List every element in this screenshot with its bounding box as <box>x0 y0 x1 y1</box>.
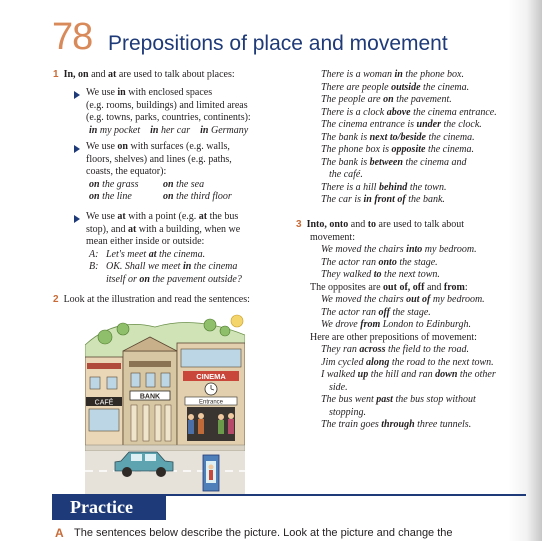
section-2-intro <box>53 294 250 305</box>
text: stopping. <box>329 406 366 418</box>
sentence <box>321 344 469 355</box>
sentence <box>321 419 471 430</box>
text: the cinema. <box>426 131 475 143</box>
bullet-triangle-icon <box>74 215 80 223</box>
sentence-continued <box>329 382 348 393</box>
text: Let's meet <box>106 248 149 260</box>
sentence <box>321 94 452 105</box>
cinema-sign: CINEMA <box>196 372 226 381</box>
text: stop), and <box>86 223 128 235</box>
keyword: in <box>89 124 98 136</box>
text: the clock. <box>441 119 482 130</box>
dialogue-a <box>106 249 205 260</box>
keyword: onto <box>378 256 397 268</box>
text: the town. <box>407 181 447 193</box>
text: three tunnels. <box>414 419 472 430</box>
text: the next town. <box>381 269 440 280</box>
page-edge-shadow <box>508 0 542 541</box>
cafe-sign: CAFÉ <box>94 399 114 407</box>
keyword: off <box>378 306 390 318</box>
bullet-2-line-2: floors, shelves) and lines (e.g. paths, <box>86 153 232 165</box>
sentence <box>321 357 494 368</box>
text: the other <box>457 369 496 380</box>
bullet-2-example-a <box>89 179 138 190</box>
bullet-1-line-1 <box>86 87 212 98</box>
text: We use <box>86 211 118 222</box>
example: the third floor <box>173 191 232 202</box>
keyword: out of <box>406 294 431 305</box>
section-3-intro-continued: movement: <box>310 231 355 243</box>
text: with a building, when we <box>136 223 241 235</box>
sentence <box>321 194 445 205</box>
keyword: on <box>163 178 174 190</box>
keyword: above <box>386 106 411 118</box>
text: The actor ran <box>321 256 379 268</box>
text: the bank. <box>405 194 445 205</box>
text: Jim cycled <box>321 356 366 368</box>
section-1-intro <box>53 69 235 80</box>
text: the cinema <box>191 261 238 272</box>
keyword: next to/beside <box>369 131 426 143</box>
keyword: on <box>383 94 394 105</box>
keyword: under <box>416 119 441 130</box>
text: Look at the illustration and read the sentences: <box>63 294 250 305</box>
text: the pavement outside? <box>149 273 242 285</box>
text: They walked <box>321 269 374 280</box>
sentence <box>321 119 482 130</box>
keyword: up <box>357 369 369 380</box>
keyword: between <box>369 156 403 168</box>
keyword: across <box>359 344 386 355</box>
text: are used to talk about places: <box>116 69 235 80</box>
text: London to Edinburgh. <box>380 319 471 330</box>
text: There is a clock <box>321 106 387 118</box>
dialogue-b-label: B: <box>89 261 99 272</box>
text: There is a hill <box>321 181 379 193</box>
text: the bus stop without <box>392 394 476 405</box>
text: The bank is <box>321 156 370 168</box>
practice-heading: Practice <box>70 497 133 517</box>
bullet-2-example-b <box>163 179 204 190</box>
sentence <box>321 257 438 268</box>
text: We use <box>86 87 118 98</box>
sentence-continued <box>329 169 363 180</box>
section-number: 3 <box>296 219 302 230</box>
keyword: in <box>394 69 403 80</box>
keyword: down <box>435 369 458 380</box>
text: The people are <box>321 94 384 105</box>
opposites-intro <box>310 282 468 293</box>
text: the cinema. <box>420 81 470 93</box>
text: with a point (e.g. <box>125 211 199 222</box>
keyword: to <box>373 269 382 280</box>
keyword: from <box>360 319 381 330</box>
text: The car is <box>321 194 364 205</box>
sentence <box>321 69 464 80</box>
example: her car <box>158 124 191 136</box>
sentence <box>321 307 431 318</box>
entrance-sign: Entrance <box>198 399 224 406</box>
exercise-instructions: The sentences below describe the picture. Look at the picture and change the <box>74 527 453 539</box>
other-prepositions-intro: Here are other prepositions of movement: <box>310 331 477 343</box>
bullet-3-line-2 <box>86 224 240 235</box>
text: the cinema. <box>425 144 475 155</box>
dialogue-b-line-2 <box>106 274 242 285</box>
keyword: opposite <box>391 144 426 155</box>
text: The train goes <box>321 419 382 430</box>
text: side. <box>329 381 348 393</box>
example: my pocket <box>97 124 141 136</box>
sentence <box>321 182 446 193</box>
keyword: behind <box>378 181 408 193</box>
dialogue-a-label: A: <box>89 248 99 260</box>
keyword: past <box>376 394 393 405</box>
sentence <box>321 107 497 118</box>
example: Germany <box>208 124 249 136</box>
text: The bus went <box>321 394 377 405</box>
bullet-2-example-d <box>163 191 232 202</box>
text: with surfaces (e.g. walls, <box>127 141 230 152</box>
keyword: at <box>127 223 137 235</box>
sentence <box>321 394 476 405</box>
sentence <box>321 269 440 280</box>
bullet-3-line-1 <box>86 211 238 222</box>
text: the cinema. <box>156 248 206 260</box>
section-number: 1 <box>53 69 59 80</box>
text: I walked <box>321 369 358 380</box>
text: the cinema entrance. <box>410 106 497 118</box>
sentence <box>321 294 485 305</box>
bullet-1-examples <box>89 125 248 136</box>
bullet-triangle-icon <box>74 91 80 99</box>
exercise-letter: A <box>55 526 64 540</box>
bullet-2-line-3: coasts, the equator): <box>86 166 167 177</box>
text: the cinema and <box>402 156 467 168</box>
bullet-2-line-1 <box>86 141 230 152</box>
keyword: in <box>117 87 126 98</box>
keyword: out of, off <box>383 281 425 293</box>
keyword: in <box>150 124 159 136</box>
text: the stage. <box>396 256 438 268</box>
keyword: In, on <box>63 69 89 80</box>
text: and <box>424 281 444 293</box>
example: the sea <box>173 178 205 190</box>
bullet-1-line-2: (e.g. rooms, buildings) and limited areas <box>86 99 248 111</box>
keyword: in front of <box>363 194 406 205</box>
keyword: at <box>198 211 208 222</box>
keyword: in <box>182 261 192 272</box>
sentence <box>321 132 475 143</box>
text: are used to talk about <box>376 219 465 230</box>
text: The opposites are <box>310 281 384 293</box>
text: and <box>88 69 109 80</box>
text: There are people <box>321 81 392 93</box>
text: with enclosed spaces <box>125 87 213 98</box>
sentence <box>321 244 477 255</box>
unit-number: 78 <box>52 16 93 58</box>
sentence <box>321 157 467 168</box>
text: the bus <box>207 211 239 222</box>
section-3-intro <box>296 219 464 230</box>
text: the phone box. <box>402 69 464 80</box>
text: the stage. <box>389 306 431 318</box>
text: The cinema entrance is <box>321 119 417 130</box>
keyword: on <box>89 191 100 202</box>
text: my bedroom. <box>430 294 485 305</box>
street-illustration <box>85 305 245 495</box>
example: the line <box>99 191 132 202</box>
text: OK. Shall we meet <box>106 261 183 272</box>
text: the café. <box>329 169 363 180</box>
keyword: from <box>443 281 465 293</box>
keyword: Into, onto <box>306 219 349 230</box>
dialogue-b-line-1 <box>106 261 237 272</box>
sentence <box>321 319 471 330</box>
text: the road to the next town. <box>389 356 494 368</box>
sentence <box>321 82 469 93</box>
text: and <box>348 219 368 230</box>
text: There is a woman <box>321 69 395 80</box>
text: : <box>464 281 468 293</box>
text: They ran <box>321 344 360 355</box>
bullet-triangle-icon <box>74 145 80 153</box>
sentence <box>321 369 496 380</box>
keyword: on <box>139 273 150 285</box>
keyword: at <box>148 248 157 260</box>
sentence-continued <box>329 407 366 418</box>
keyword: at <box>108 69 117 80</box>
bullet-2-example-c <box>89 191 132 202</box>
keyword: on <box>117 141 128 152</box>
keyword: to <box>367 219 377 230</box>
keyword: in <box>200 124 209 136</box>
text: my bedroom. <box>422 244 477 255</box>
text: We drove <box>321 319 361 330</box>
text: The phone box is <box>321 144 392 155</box>
sentence <box>321 144 474 155</box>
text: itself or <box>106 273 140 285</box>
keyword: through <box>381 419 415 430</box>
keyword: outside <box>391 81 421 93</box>
keyword: on <box>89 178 100 190</box>
keyword: on <box>163 191 174 202</box>
text: the hill and ran <box>368 369 436 380</box>
bank-sign: BANK <box>139 393 161 401</box>
text: the pavement. <box>393 94 452 105</box>
text: the field to the road. <box>385 344 469 355</box>
bullet-3-line-3: mean either inside or outside: <box>86 236 205 247</box>
keyword: into <box>406 244 423 255</box>
bullet-1-line-3: (e.g. towns, parks, countries, continents): <box>86 112 251 123</box>
section-number: 2 <box>53 294 59 305</box>
keyword: at <box>117 211 126 222</box>
keyword: along <box>365 356 390 368</box>
text: We moved the chairs <box>321 294 407 305</box>
text: The bank is <box>321 131 370 143</box>
unit-title: Prepositions of place and movement <box>108 32 448 55</box>
example: the grass <box>99 178 139 190</box>
text: The actor ran <box>321 306 379 318</box>
text: We use <box>86 141 118 152</box>
text: We moved the chairs <box>321 244 407 255</box>
